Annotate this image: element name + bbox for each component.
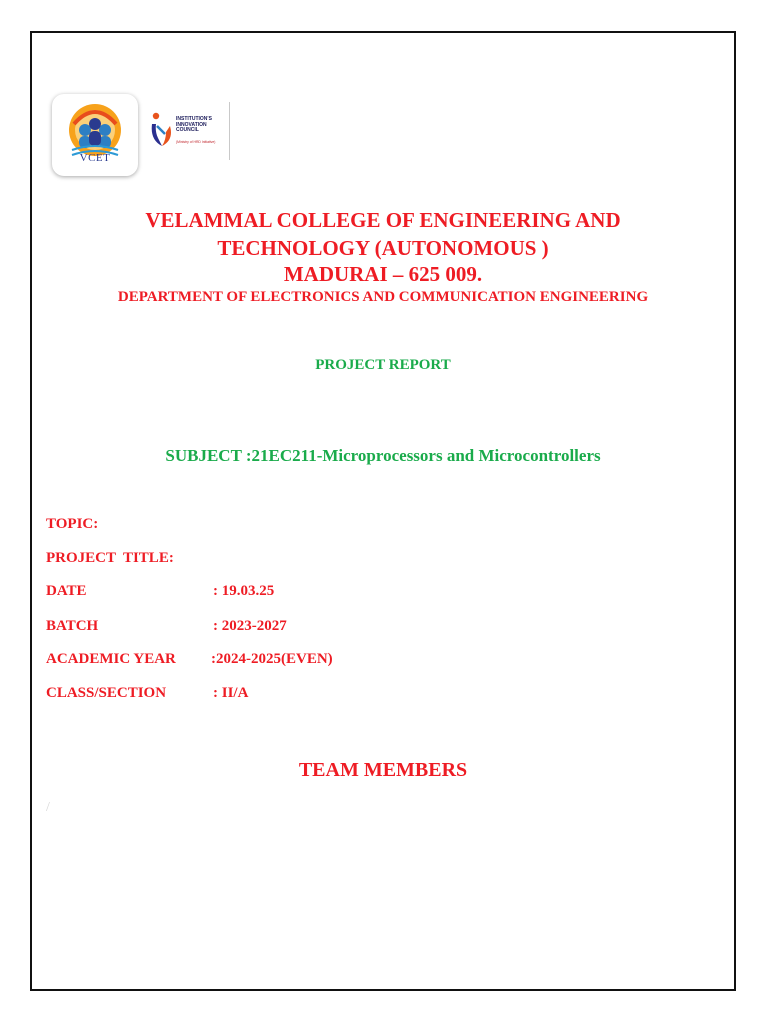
date-label: DATE	[46, 583, 87, 599]
iic-emblem-icon	[146, 110, 178, 156]
project-title-label: PROJECT TITLE:	[46, 550, 174, 566]
stray-mark: /	[46, 800, 50, 815]
detail-row-academic-year	[46, 651, 333, 668]
detail-row-batch	[46, 618, 287, 635]
class-section-label: CLASS/SECTION	[46, 685, 167, 701]
academic-year-value: :2024-2025(EVEN)	[211, 651, 333, 667]
batch-label: BATCH	[46, 618, 99, 634]
date-value: : 19.03.25	[213, 583, 275, 599]
detail-row-date	[46, 583, 275, 600]
class-section-value: : II/A	[213, 685, 249, 701]
academic-year-label: ACADEMIC YEAR	[46, 651, 176, 667]
college-city-line: MADURAI – 625 009.	[283, 262, 483, 286]
detail-row-project-title	[46, 550, 174, 567]
vcet-logo-caption: VCET	[79, 152, 111, 164]
detail-row-topic	[46, 516, 98, 533]
subject-line: SUBJECT :21EC211-Microprocessors and Microcontrollers	[165, 446, 601, 465]
college-name-line-2: TECHNOLOGY (AUTONOMOUS )	[217, 236, 549, 260]
vcet-logo	[52, 94, 138, 176]
iic-logo-line: INNOVATION	[176, 121, 207, 128]
topic-label: TOPIC:	[46, 516, 99, 532]
iic-logo-text	[176, 117, 212, 134]
iic-logo-line: INSTITUTION'S	[176, 116, 212, 122]
iic-logo-line: COUNCIL	[176, 127, 199, 134]
report-label: PROJECT REPORT	[315, 357, 451, 373]
college-name-line-1: VELAMMAL COLLEGE OF ENGINEERING AND	[145, 208, 621, 232]
logo-divider	[229, 102, 230, 160]
team-members-heading: TEAM MEMBERS	[298, 759, 468, 781]
iic-logo-subtext: (Ministry of HRD Initiative)	[176, 140, 216, 144]
department-name: DEPARTMENT OF ELECTRONICS AND COMMUNICATION ENGINEERING	[117, 289, 649, 305]
batch-value: : 2023-2027	[213, 618, 287, 634]
detail-row-class-section	[46, 685, 249, 702]
iic-logo	[144, 100, 232, 162]
